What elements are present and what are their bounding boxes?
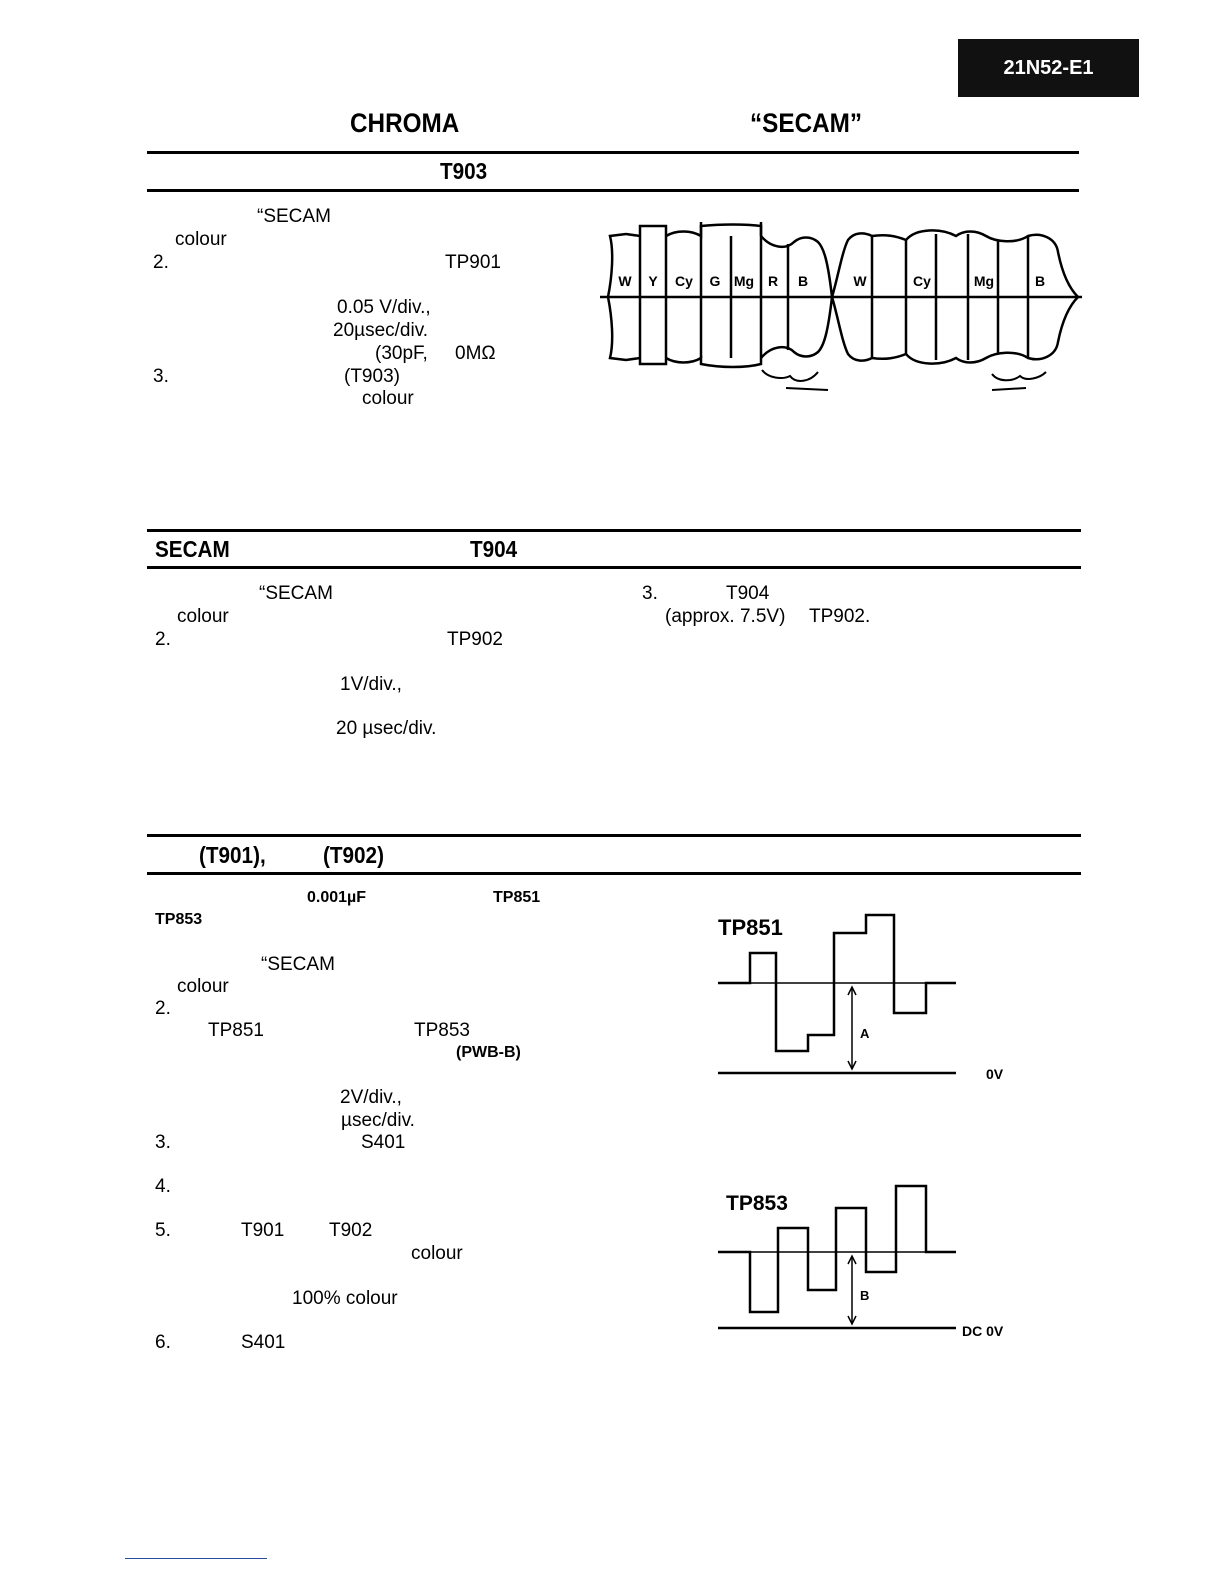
wave-a-label-y: Y <box>648 273 658 289</box>
section3-heading-t902: (T902) <box>323 842 384 868</box>
wave-a-label-w: W <box>618 273 632 289</box>
tp851-marker-a: A <box>860 1026 870 1041</box>
s3-text-100colour: 100% colour <box>292 1288 398 1309</box>
document-id-badge: 21N52-E1 <box>958 39 1139 97</box>
s1-text-vdiv: 0.05 V/div., <box>337 297 431 318</box>
s3-text-pwbb: (PWB-B) <box>456 1044 521 1061</box>
wave-b-label-w: W <box>853 273 867 289</box>
s3-text-vdiv: 2V/div., <box>340 1087 402 1108</box>
s3-step-4: 4. <box>155 1176 171 1197</box>
tp853-wave-label: TP853 <box>726 1192 788 1215</box>
s3-text-s401b: S401 <box>241 1332 286 1353</box>
s3-text-t902: T902 <box>329 1220 373 1241</box>
wave-a-label-mg: Mg <box>733 273 755 289</box>
s3-text-tp853-bold: TP853 <box>155 911 203 928</box>
s2-step-3: 3. <box>642 583 658 604</box>
s3-text-tp851-bold: TP851 <box>493 889 541 906</box>
section2-heading-right: T904 <box>470 536 518 562</box>
section3-bottom-rule <box>147 872 1081 875</box>
s3-text-secam: “SECAM <box>261 954 335 975</box>
section1-bottom-rule <box>147 189 1079 192</box>
s1-text-tp901: TP901 <box>445 252 501 273</box>
s3-text-tp853: TP853 <box>414 1020 470 1041</box>
tp853-marker-b: B <box>860 1288 870 1303</box>
s3-text-usecdiv: µsec/div. <box>341 1110 415 1131</box>
s3-step-6: 6. <box>155 1332 171 1353</box>
section2-heading-left: SECAM <box>155 536 230 562</box>
s1-text-secam: “SECAM <box>257 206 331 227</box>
page-title-right: “SECAM” <box>750 108 863 138</box>
s1-text-colour2: colour <box>362 388 414 409</box>
s3-step-2: 2. <box>155 998 171 1019</box>
section3-top-rule <box>147 834 1081 837</box>
s1-text-t903: (T903) <box>344 366 400 387</box>
page-title-left: CHROMA <box>350 108 460 138</box>
s3-text-colour: colour <box>177 976 229 997</box>
s1-step-3: 3. <box>153 366 169 387</box>
section1-heading: T903 <box>440 158 488 184</box>
wave-a-label-r: R <box>767 273 779 289</box>
s2-text-approx: (approx. 7.5V) <box>665 606 786 627</box>
s3-text-tp851: TP851 <box>208 1020 264 1041</box>
s2-text-vdiv: 1V/div., <box>340 674 402 695</box>
wave-b-label-mg: Mg <box>973 273 995 289</box>
wave-a-label-b: B <box>797 273 809 289</box>
s2-text-colour: colour <box>177 606 229 627</box>
s3-step-3: 3. <box>155 1132 171 1153</box>
s3-text-colour2: colour <box>411 1243 463 1264</box>
section2-bottom-rule <box>147 566 1081 569</box>
s3-text-cap: 0.001µF <box>307 889 367 906</box>
s1-text-30pf: (30pF, <box>375 343 428 364</box>
tp851-wave-label: TP851 <box>718 915 783 940</box>
section3-heading-t901: (T901), <box>199 842 266 868</box>
tp853-waveform <box>710 1180 1020 1345</box>
s2-text-tp902: TP902 <box>447 629 503 650</box>
wave-b-label-b: B <box>1034 273 1046 289</box>
section2-top-rule <box>147 529 1081 532</box>
secam-color-bar-waveform <box>596 222 1086 402</box>
tp851-waveform <box>710 905 1020 1090</box>
s3-step-5: 5. <box>155 1220 171 1241</box>
s2-text-t904: T904 <box>726 583 770 604</box>
section1-top-rule <box>147 151 1079 154</box>
s2-text-usecdiv: 20 µsec/div. <box>336 718 437 739</box>
footer-line <box>125 1558 267 1559</box>
s2-text-secam: “SECAM <box>259 583 333 604</box>
tp851-ref-0v: 0V <box>986 1066 1004 1082</box>
s1-text-0mohm: 0MΩ <box>455 343 496 364</box>
wave-b-label-cy: Cy <box>913 273 931 289</box>
s3-text-s401: S401 <box>361 1132 406 1153</box>
s1-text-usecdiv: 20µsec/div. <box>333 320 429 341</box>
s2-text-tp902b: TP902. <box>809 606 871 627</box>
tp853-ref-dc0v: DC 0V <box>962 1323 1004 1339</box>
s1-text-colour: colour <box>175 229 227 250</box>
s1-step-2: 2. <box>153 252 169 273</box>
wave-a-label-cy: Cy <box>675 273 693 289</box>
s3-text-t901: T901 <box>241 1220 285 1241</box>
wave-a-label-g: G <box>709 273 721 289</box>
s2-step-2: 2. <box>155 629 171 650</box>
